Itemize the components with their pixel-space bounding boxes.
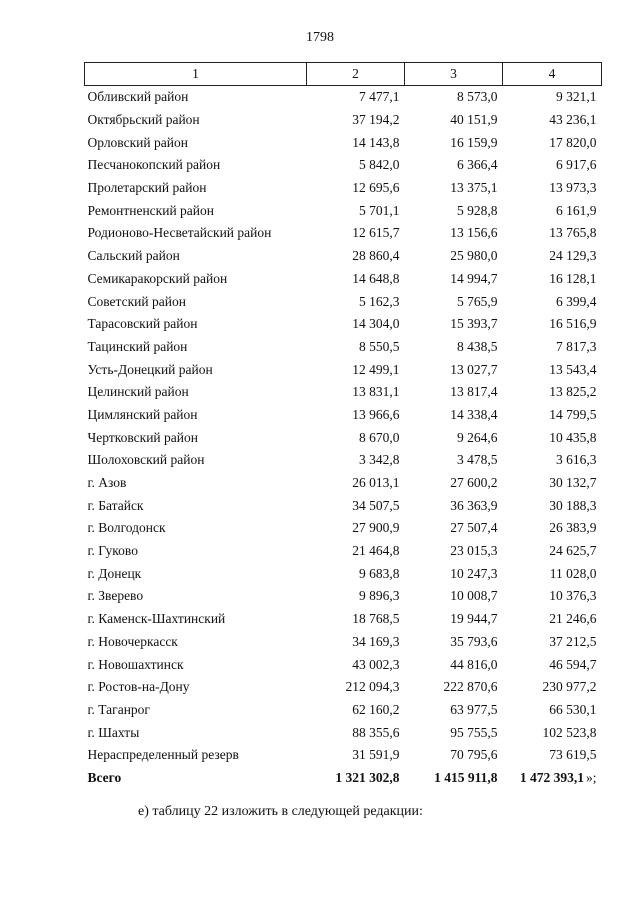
column-header-2: 2 [307,63,405,86]
table-row [85,540,602,563]
table-row [85,381,602,404]
column-header-3: 3 [405,63,503,86]
closing-quote-mark: »; [585,769,597,785]
table-row [85,676,602,699]
row-value-4: 30 188,3 [549,497,597,513]
row-value-4: 66 530,1 [549,701,597,717]
row-value-2: 62 160,2 [352,701,400,717]
row-value-4: 3 616,3 [556,452,597,468]
table-body [85,86,602,790]
row-value-3: 10 247,3 [450,565,498,581]
row-value-2: 12 499,1 [352,361,400,377]
row-name: Сальский район [87,248,180,264]
row-value-4: 230 977,2 [542,679,597,695]
row-name: Орловский район [87,134,188,150]
row-value-2: 13 831,1 [352,384,400,400]
row-value-4: 21 246,6 [549,611,597,627]
row-value-3: 40 151,9 [450,112,498,128]
row-value-3: 6 366,4 [457,157,498,173]
row-value-2: 12 695,6 [352,180,400,196]
amendment-instruction: е) таблицу 22 изложить в следующей редакции: [138,804,423,819]
table-row [85,494,602,517]
row-value-3: 13 027,7 [450,361,498,377]
row-name: Тацинский район [87,338,188,354]
row-name: г. Гуково [87,543,138,559]
row-name: г. Зверево [87,588,144,604]
row-value-3: 9 264,6 [457,429,498,445]
row-value-4: 6 399,4 [556,293,597,309]
row-name: г. Шахты [87,724,140,740]
row-value-3: 95 755,5 [450,724,498,740]
row-value-2: 28 860,4 [352,248,400,264]
total-value-4-number: 1 472 393,1 [519,769,584,785]
table-row [85,154,602,177]
row-name: Усть-Донецкий район [87,361,213,377]
row-value-2: 31 591,9 [352,747,400,763]
row-value-2: 9 683,8 [359,565,400,581]
table-row [85,517,602,540]
row-value-2: 9 896,3 [359,588,400,604]
row-name: Семикаракорский район [87,270,228,286]
row-name: Советский район [87,293,186,309]
row-value-2: 5 701,1 [359,202,400,218]
total-value-2: 1 321 302,8 [335,769,400,785]
row-value-2: 8 550,5 [359,338,400,354]
row-value-4: 46 594,7 [549,656,597,672]
row-value-3: 19 944,7 [450,611,498,627]
row-value-4: 16 128,1 [549,270,597,286]
row-value-3: 13 817,4 [450,384,498,400]
table-row [85,86,602,109]
row-value-4: 6 161,9 [556,202,597,218]
row-value-2: 7 477,1 [359,89,400,105]
table-header [85,63,602,86]
row-value-3: 15 393,7 [450,316,498,332]
table-row [85,177,602,200]
table-row [85,199,602,222]
row-value-3: 16 159,9 [450,134,498,150]
table-row [85,449,602,472]
row-value-4: 17 820,0 [549,134,597,150]
row-value-4: 37 212,5 [549,633,597,649]
row-value-2: 26 013,1 [352,475,400,491]
row-value-4: 13 765,8 [549,225,597,241]
row-value-3: 14 338,4 [450,406,498,422]
row-name: Пролетарский район [87,180,207,196]
row-value-3: 23 015,3 [450,543,498,559]
row-value-3: 5 765,9 [457,293,498,309]
row-value-3: 3 478,5 [457,452,498,468]
row-value-3: 5 928,8 [457,202,498,218]
row-name: г. Таганрог [87,701,150,717]
table-row [85,222,602,245]
row-value-2: 8 670,0 [359,429,400,445]
row-value-2: 5 842,0 [359,157,400,173]
row-name: Родионово-Несветайский район [87,225,272,241]
table-row [85,631,602,654]
table-row [85,426,602,449]
row-value-2: 18 768,5 [352,611,400,627]
row-name: Тарасовский район [87,316,198,332]
table-row [85,336,602,359]
row-name: Чертковский район [87,429,198,445]
row-value-4: 11 028,0 [549,565,597,581]
row-value-2: 3 342,8 [359,452,400,468]
table-row [85,608,602,631]
row-value-4: 13 973,3 [549,180,597,196]
table-row [85,358,602,381]
row-value-2: 14 648,8 [352,270,400,286]
row-name: г. Азов [87,475,127,491]
row-value-4: 43 236,1 [549,112,597,128]
row-value-2: 13 966,6 [352,406,400,422]
row-name: г. Донецк [87,565,142,581]
row-value-2: 212 094,3 [345,679,400,695]
total-value-3: 1 415 911,8 [434,769,498,785]
row-value-4: 13 543,4 [549,361,597,377]
row-value-4: 102 523,8 [542,724,597,740]
row-name: г. Новошахтинск [87,656,184,672]
row-name: г. Каменск-Шахтинский [87,611,226,627]
row-name: Песчанокопский район [87,157,221,173]
row-name: Нераспределенный резерв [87,747,239,763]
table-row [85,245,602,268]
table-row [85,699,602,722]
table-row [85,585,602,608]
table-row [85,562,602,585]
row-value-3: 25 980,0 [450,248,498,264]
row-value-2: 43 002,3 [352,656,400,672]
row-value-2: 14 143,8 [352,134,400,150]
row-value-4: 16 516,9 [549,316,597,332]
row-value-3: 36 363,9 [450,497,498,513]
row-value-2: 12 615,7 [352,225,400,241]
column-header-1: 1 [85,63,307,86]
row-value-4: 24 625,7 [549,543,597,559]
row-value-3: 8 573,0 [457,89,498,105]
table-row [85,653,602,676]
row-value-3: 63 977,5 [450,701,498,717]
row-value-4: 6 917,6 [556,157,597,173]
row-value-4: 26 383,9 [549,520,597,536]
row-name: г. Волгодонск [87,520,166,536]
row-name: Октябрьский район [87,112,200,128]
row-value-4: 9 321,1 [556,89,597,105]
row-value-4: 7 817,3 [556,338,597,354]
total-row [85,767,602,790]
row-name: Обливский район [87,89,189,105]
row-value-2: 34 169,3 [352,633,400,649]
row-value-4: 10 376,3 [549,588,597,604]
row-value-3: 27 600,2 [450,475,498,491]
row-value-3: 70 795,6 [450,747,498,763]
row-name: г. Ростов-на-Дону [87,679,190,695]
row-value-3: 14 994,7 [450,270,498,286]
header-row [85,63,602,86]
row-value-4: 73 619,5 [549,747,597,763]
row-name: Ремонтненский район [87,202,214,218]
row-value-4: 14 799,5 [549,406,597,422]
row-value-2: 5 162,3 [359,293,400,309]
row-value-4: 24 129,3 [549,248,597,264]
page-number: 1798 [306,30,334,45]
row-name: г. Новочеркасск [87,633,178,649]
row-value-2: 21 464,8 [352,543,400,559]
row-value-2: 37 194,2 [352,112,400,128]
budget-table [84,62,602,789]
row-value-4: 30 132,7 [549,475,597,491]
row-value-3: 10 008,7 [450,588,498,604]
row-value-3: 13 375,1 [450,180,498,196]
total-value-4 [503,767,602,790]
table-row [85,268,602,291]
column-header-4: 4 [503,63,602,86]
row-value-3: 13 156,6 [450,225,498,241]
table-row [85,131,602,154]
total-label: Всего [87,769,122,785]
row-name: Цимлянский район [87,406,198,422]
table-row [85,109,602,132]
table-row [85,472,602,495]
row-value-3: 35 793,6 [450,633,498,649]
row-name: Шолоховский район [87,452,205,468]
row-value-4: 13 825,2 [549,384,597,400]
row-value-3: 27 507,4 [450,520,498,536]
row-value-3: 222 870,6 [443,679,498,695]
row-value-4: 10 435,8 [549,429,597,445]
table-row [85,290,602,313]
row-name: г. Батайск [87,497,144,513]
row-value-3: 44 816,0 [450,656,498,672]
table-row [85,313,602,336]
table-row [85,404,602,427]
table-row [85,721,602,744]
table-row [85,744,602,767]
row-value-2: 88 355,6 [352,724,400,740]
row-name: Целинский район [87,384,189,400]
row-value-2: 34 507,5 [352,497,400,513]
row-value-2: 27 900,9 [352,520,400,536]
row-value-3: 8 438,5 [457,338,498,354]
row-value-2: 14 304,0 [352,316,400,332]
